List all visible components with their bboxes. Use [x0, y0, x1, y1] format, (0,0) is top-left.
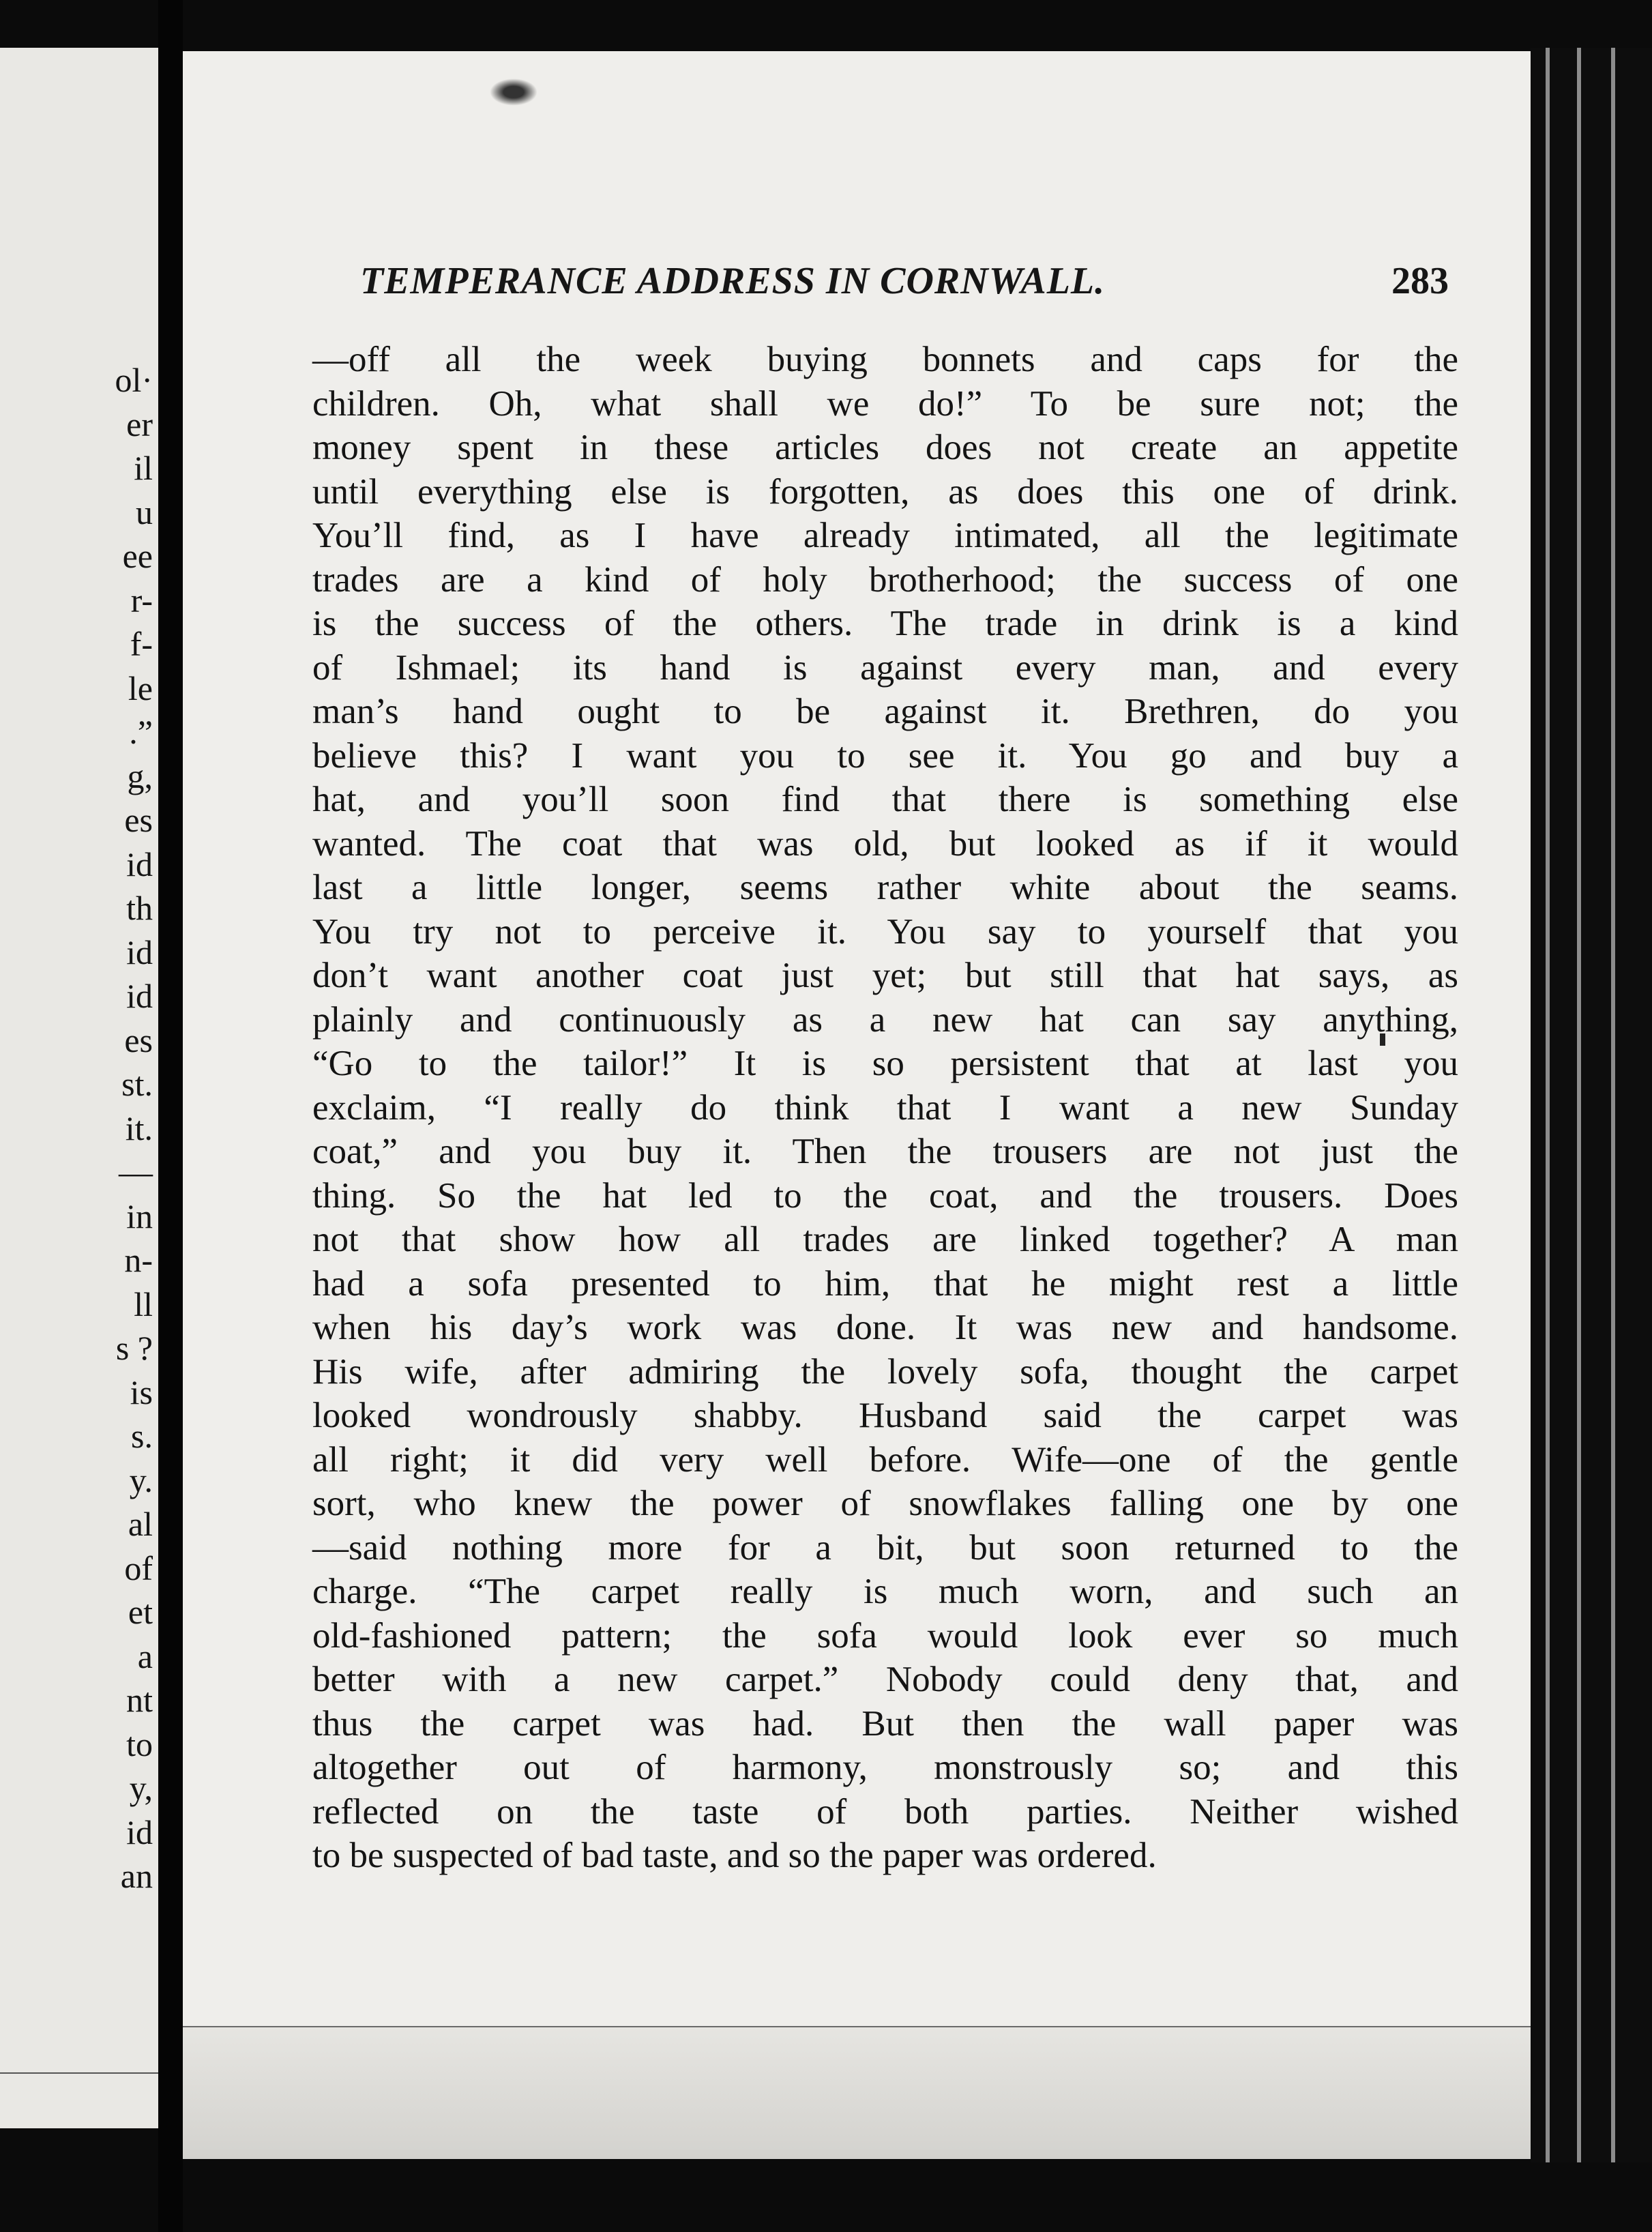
facing-line-fragment: s. — [131, 1417, 153, 1455]
facing-line-fragment: a — [137, 1636, 153, 1675]
facing-line-fragment: es — [124, 1020, 153, 1059]
page-edge-line — [1577, 48, 1581, 2162]
text-line: exclaim, “I really do think that I want a new Sunday — [312, 1087, 1458, 1128]
facing-line-fragment: ol· — [115, 361, 153, 399]
facing-line-fragment: it. — [125, 1108, 153, 1147]
text-line: not that show how all trades are linked together? A man — [312, 1220, 1458, 1259]
text-line: sort, who knew the power of snowflakes falling one by one — [312, 1484, 1458, 1523]
text-line: last a little longer, seems rather white about the seams. — [312, 868, 1458, 907]
facing-line-fragment: in — [126, 1196, 153, 1235]
page-edge-line — [1546, 48, 1550, 2162]
text-line: old-fashioned pattern; the sofa would look ever so much — [312, 1615, 1458, 1656]
facing-line-fragment: il — [134, 449, 153, 487]
facing-line-fragment: s ? — [115, 1329, 153, 1367]
facing-page-line-fragments — [115, 358, 153, 1898]
text-line: thus the carpet was had. But then the wall paper was — [312, 1703, 1458, 1744]
text-line: better with a new carpet.” Nobody could deny that, and — [312, 1660, 1458, 1699]
page-edge-stack — [1531, 48, 1652, 2162]
text-line: to be suspected of bad taste, and so the paper was ordered. — [312, 1836, 1157, 1875]
text-line: until everything else is forgotten, as does this one of drink. — [312, 471, 1458, 512]
facing-line-fragment: of — [124, 1548, 153, 1587]
facing-line-fragment: id — [126, 845, 153, 883]
facing-line-fragment: to — [126, 1724, 153, 1763]
text-line: wanted. The coat that was old, but looked as if it would — [312, 823, 1458, 864]
running-title: TEMPERANCE ADDRESS IN CORNWALL. — [360, 260, 1106, 302]
text-line: of Ishmael; its hand is against every man, and every — [312, 647, 1458, 688]
binding-gutter — [158, 0, 183, 2232]
text-line: don’t want another coat just yet; but still that hat says, as — [312, 956, 1458, 995]
facing-line-fragment: er — [126, 405, 153, 443]
text-line: hat, and you’ll soon find that there is something else — [312, 780, 1458, 819]
facing-line-fragment: u — [136, 493, 153, 531]
page-bottom-margin — [183, 2027, 1531, 2159]
page-number: 283 — [1391, 260, 1449, 302]
facing-page-fragment — [0, 48, 158, 2128]
text-line: You try not to perceive it. You say to yourself that you — [312, 911, 1458, 952]
facing-line-fragment: et — [128, 1593, 153, 1631]
facing-line-fragment: es — [124, 801, 153, 839]
facing-line-fragment: le — [128, 669, 153, 707]
text-line: looked wondrously shabby. Husband said the carpet was — [312, 1396, 1458, 1435]
text-line: believe this? I want you to see it. You go and buy a — [312, 735, 1458, 776]
text-line: —said nothing more for a bit, but soon returned to the — [312, 1527, 1458, 1568]
facing-line-fragment: ll — [134, 1284, 153, 1323]
facing-line-fragment: .” — [129, 713, 153, 751]
text-line: charge. “The carpet really is much worn, and such an — [312, 1572, 1458, 1611]
facing-line-fragment: is — [130, 1372, 153, 1411]
text-line: trades are a kind of holy brotherhood; the success of one — [312, 559, 1458, 600]
facing-line-fragment: g, — [127, 757, 153, 795]
facing-line-fragment: al — [128, 1505, 153, 1543]
text-line: altogether out of harmony, monstrously so; and this — [312, 1748, 1458, 1787]
facing-line-fragment: ee — [122, 537, 153, 575]
text-line: —off all the week buying bonnets and caps for the — [312, 340, 1458, 379]
ink-speck — [490, 78, 537, 106]
text-line: man’s hand ought to be against it. Brethren, do you — [312, 692, 1458, 731]
text-line: had a sofa presented to him, that he might rest a little — [312, 1263, 1458, 1304]
text-line: reflected on the taste of both parties. Neither wished — [312, 1791, 1458, 1832]
facing-page-rule — [0, 2072, 158, 2074]
page-edge-line — [1611, 48, 1615, 2162]
text-line: plainly and continuously as a new hat can say anything, — [312, 999, 1458, 1040]
facing-line-fragment: an — [120, 1857, 153, 1895]
facing-line-fragment: y, — [129, 1769, 153, 1807]
body-text — [312, 338, 1458, 1878]
facing-line-fragment: id — [126, 933, 153, 971]
text-line: “Go to the tailor!” It is so persistent that at last you — [312, 1044, 1458, 1083]
text-line: all right; it did very well before. Wife—one of the gentle — [312, 1439, 1458, 1480]
facing-line-fragment: th — [126, 889, 153, 927]
text-line: when his day’s work was done. It was new and handsome. — [312, 1308, 1458, 1347]
text-line: children. Oh, what shall we do!” To be sure not; the — [312, 383, 1458, 424]
text-line: thing. So the hat led to the coat, and the trousers. Does — [312, 1175, 1458, 1216]
running-head — [360, 259, 1451, 321]
facing-line-fragment: nt — [126, 1681, 153, 1719]
text-line: is the success of the others. The trade in drink is a kind — [312, 604, 1458, 643]
facing-line-fragment: id — [126, 977, 153, 1015]
text-line: You’ll find, as I have already intimated, all the legitimate — [312, 516, 1458, 555]
text-line: coat,” and you buy it. Then the trousers are not just the — [312, 1132, 1458, 1171]
facing-line-fragment: y. — [129, 1460, 153, 1499]
facing-line-fragment: st. — [121, 1065, 153, 1103]
text-line: money spent in these articles does not create an appetite — [312, 428, 1458, 467]
facing-line-fragment: n- — [124, 1241, 153, 1279]
facing-line-fragment: id — [126, 1812, 153, 1851]
book-page — [183, 51, 1531, 2159]
facing-line-fragment: — — [119, 1153, 153, 1191]
facing-line-fragment: f- — [130, 625, 153, 663]
text-line: His wife, after admiring the lovely sofa, thought the carpet — [312, 1351, 1458, 1392]
facing-line-fragment: r- — [130, 581, 153, 619]
